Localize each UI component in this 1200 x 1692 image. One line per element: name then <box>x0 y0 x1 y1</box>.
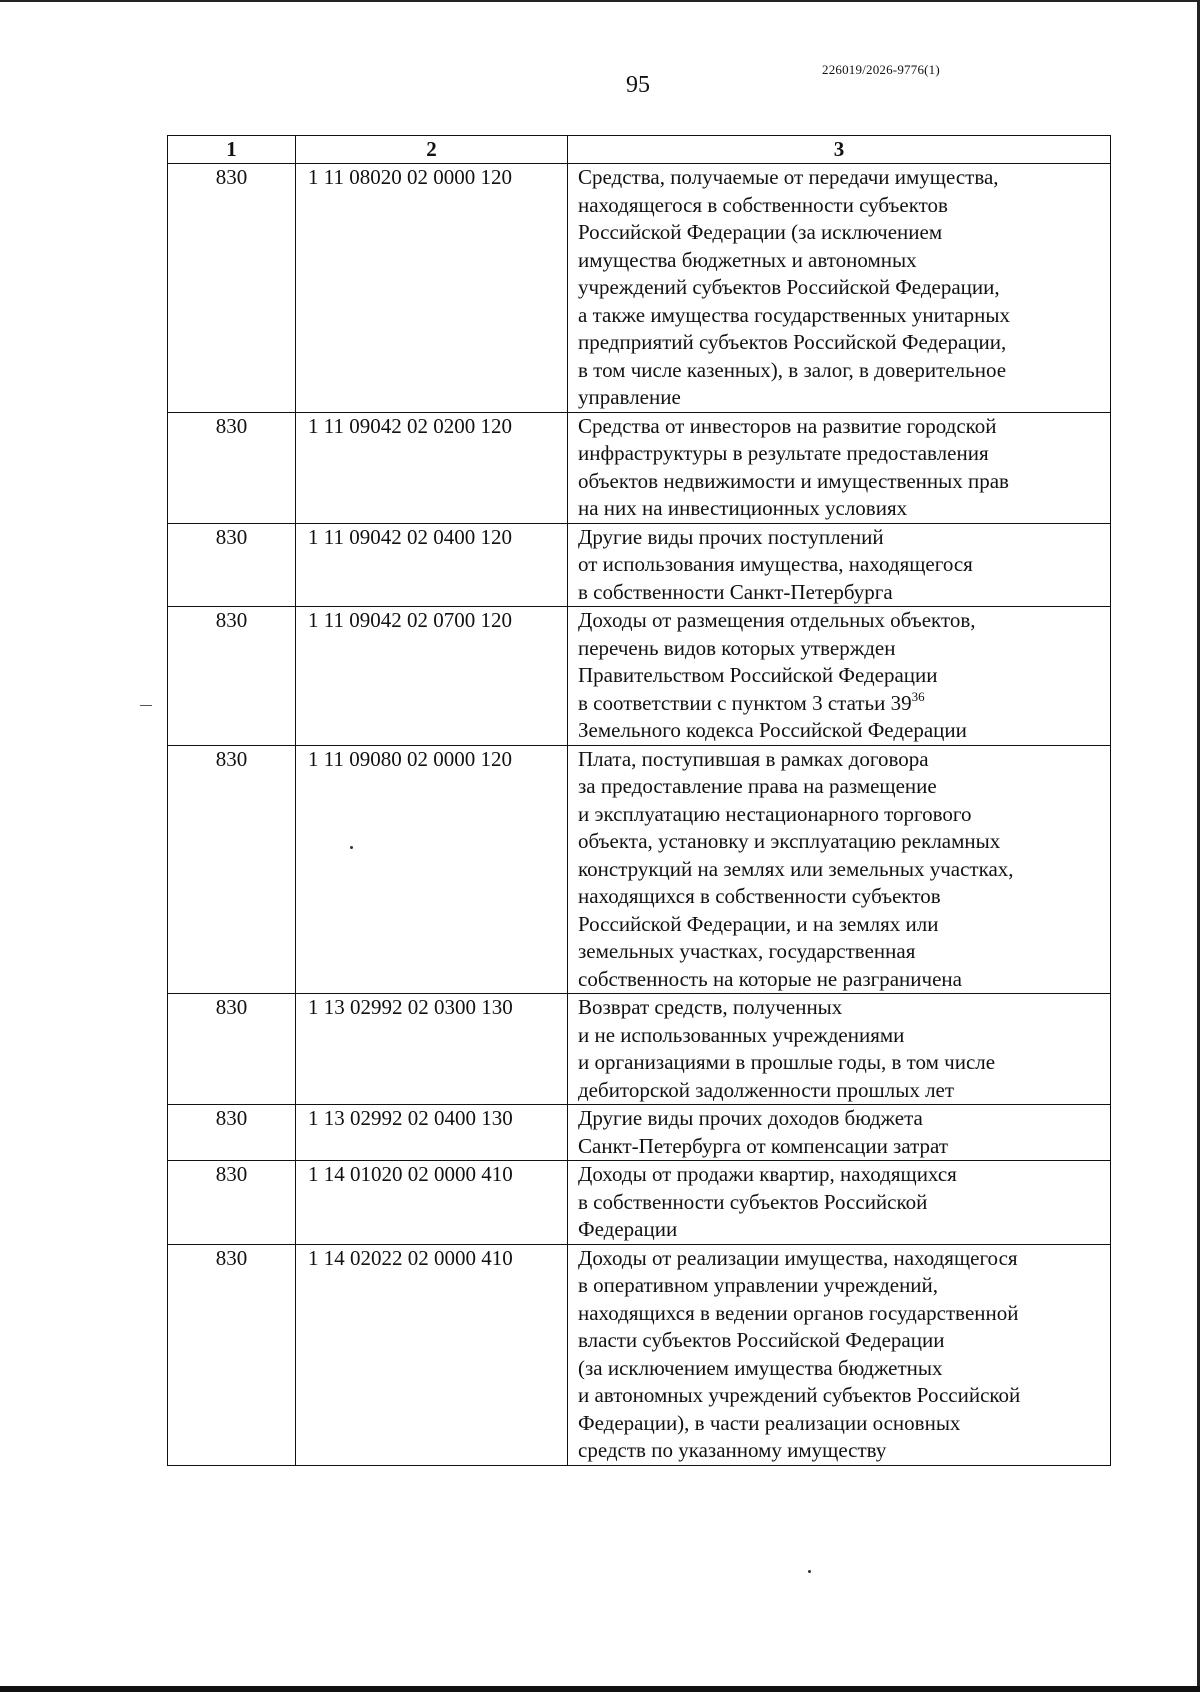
description-line <box>578 690 1104 718</box>
description-text: от использования имущества, находящегося <box>578 552 973 576</box>
description-line <box>578 717 1104 745</box>
description-line <box>578 773 1104 801</box>
description-text: и организациями в прошлые годы, в том числе <box>578 1050 996 1074</box>
description-line <box>578 1161 1104 1189</box>
description-text: Другие виды прочих доходов бюджета <box>578 1106 923 1130</box>
description-text: перечень видов которых утвержден <box>578 635 896 660</box>
description-cell <box>568 994 1111 1105</box>
scan-bottom-border <box>0 1686 1200 1692</box>
description-text: за предоставление права на размещение <box>578 774 937 798</box>
table-row <box>168 1105 1111 1161</box>
description-text: (за исключением имущества бюджетных <box>578 1355 943 1380</box>
description-line <box>578 1437 1104 1465</box>
description-line <box>578 938 1104 966</box>
description-cell <box>568 1105 1111 1161</box>
description-line <box>578 579 1104 607</box>
description-line <box>578 1300 1104 1328</box>
description-text: объектов недвижимости и имущественных прав <box>578 468 1009 493</box>
description-line <box>578 524 1104 552</box>
description-line <box>578 662 1104 690</box>
description-text: Российской Федерации, и на землях или <box>578 911 939 936</box>
description-text: власти субъектов Российской Федерации <box>578 1328 945 1352</box>
description-text: в том числе казенных), в залог, в доверительное <box>578 357 1007 382</box>
admin-code-cell: 830 <box>168 745 296 994</box>
table-row <box>168 523 1111 607</box>
column-header-2: 2 <box>296 136 568 164</box>
description-line <box>578 911 1104 939</box>
description-line <box>578 1382 1104 1410</box>
description-line <box>578 1189 1104 1217</box>
table-row <box>168 607 1111 746</box>
description-line <box>578 329 1104 357</box>
table-body <box>168 164 1111 1466</box>
description-text: дебиторской задолженности прошлых лет <box>578 1077 955 1102</box>
description-line <box>578 1077 1104 1105</box>
admin-code-cell: 830 <box>168 994 296 1105</box>
table-row <box>168 412 1111 523</box>
description-line <box>578 1216 1104 1244</box>
description-line <box>578 828 1104 856</box>
description-line <box>578 1245 1104 1273</box>
table-row <box>168 994 1111 1105</box>
description-text: Плата, поступившая в рамках договора <box>578 746 929 771</box>
description-text: Правительством Российской Федерации <box>578 663 938 687</box>
page-number: 95 <box>626 72 650 98</box>
description-line <box>578 1049 1104 1077</box>
description-line <box>578 219 1104 247</box>
budget-code-cell: 1 11 08020 02 0000 120 <box>296 164 568 413</box>
description-text: земельных участках, государственная <box>578 939 916 963</box>
description-text: в соответствии с пунктом 3 статьи 39 <box>578 690 912 715</box>
description-line <box>578 883 1104 911</box>
description-text: инфраструктуры в результате предоставления <box>578 441 989 465</box>
description-cell <box>568 412 1111 523</box>
description-line <box>578 1327 1104 1355</box>
description-line <box>578 607 1104 635</box>
description-text: находящегося в собственности субъектов <box>578 192 948 217</box>
description-text: находящихся в ведении органов государственной <box>578 1300 1019 1325</box>
description-line <box>578 994 1104 1022</box>
admin-code-cell: 830 <box>168 1244 296 1465</box>
description-text: Федерации), в части реализации основных <box>578 1410 961 1435</box>
budget-code-cell: 1 14 02022 02 0000 410 <box>296 1244 568 1465</box>
description-text: средств по указанному имуществу <box>578 1438 887 1462</box>
table-row <box>168 1161 1111 1245</box>
revenue-classification-table <box>167 135 1111 1466</box>
description-line <box>578 856 1104 884</box>
admin-code-cell: 830 <box>168 1161 296 1245</box>
description-text: Возврат средств, полученных <box>578 995 843 1019</box>
description-line <box>578 440 1104 468</box>
budget-code-cell: 1 13 02992 02 0400 130 <box>296 1105 568 1161</box>
description-text: объекта, установку и эксплуатацию рекламных <box>578 829 1001 853</box>
budget-code-cell: 1 11 09042 02 0200 120 <box>296 412 568 523</box>
description-text: в собственности субъектов Российской <box>578 1189 928 1214</box>
admin-code-cell: 830 <box>168 164 296 413</box>
table-row <box>168 745 1111 994</box>
description-text: и эксплуатацию нестационарного торгового <box>578 801 972 826</box>
admin-code-cell: 830 <box>168 523 296 607</box>
description-line <box>578 746 1104 774</box>
description-text: на них на инвестиционных условиях <box>578 496 908 520</box>
description-line <box>578 1410 1104 1438</box>
table-header-row <box>168 136 1111 164</box>
margin-mark <box>140 705 152 706</box>
budget-code-cell: 1 14 01020 02 0000 410 <box>296 1161 568 1245</box>
description-cell <box>568 1244 1111 1465</box>
budget-code-cell: 1 11 09042 02 0700 120 <box>296 607 568 746</box>
description-line <box>578 1105 1104 1133</box>
description-cell <box>568 607 1111 746</box>
description-line <box>578 495 1104 523</box>
description-line <box>578 413 1104 441</box>
description-text: конструкций на землях или земельных участках, <box>578 856 1014 881</box>
description-line <box>578 801 1104 829</box>
description-line <box>578 635 1104 663</box>
description-text: Санкт-Петербурга от компенсации затрат <box>578 1133 949 1158</box>
description-text: имущества бюджетных и автономных <box>578 247 917 272</box>
description-text: Средства, получаемые от передачи имущества, <box>578 165 999 189</box>
description-cell <box>568 164 1111 413</box>
admin-code-cell: 830 <box>168 1105 296 1161</box>
description-text: Российской Федерации (за исключением <box>578 220 943 244</box>
description-cell <box>568 523 1111 607</box>
budget-code-cell: 1 11 09042 02 0400 120 <box>296 523 568 607</box>
scan-top-border <box>0 0 1200 2</box>
description-cell <box>568 1161 1111 1245</box>
description-line <box>578 302 1104 330</box>
description-text: Доходы от реализации имущества, находящегося <box>578 1245 1018 1270</box>
description-line <box>578 357 1104 385</box>
article-superscript: 36 <box>911 688 925 704</box>
admin-code-cell: 830 <box>168 412 296 523</box>
description-text: в собственности Санкт-Петербурга <box>578 579 893 604</box>
description-text: и автономных учреждений субъектов Российской <box>578 1383 1021 1407</box>
budget-code-cell: 1 11 09080 02 0000 120 <box>296 745 568 994</box>
description-text: учреждений субъектов Российской Федерации, <box>578 275 1000 299</box>
column-header-1: 1 <box>168 136 296 164</box>
description-line <box>578 384 1104 412</box>
description-text: собственность на которые не разграничена <box>578 966 962 991</box>
description-text: находящихся в собственности субъектов <box>578 884 941 908</box>
budget-code-cell: 1 13 02992 02 0300 130 <box>296 994 568 1105</box>
description-text: и не использованных учреждениями <box>578 1022 905 1047</box>
table-row <box>168 164 1111 413</box>
description-line <box>578 1272 1104 1300</box>
description-text: а также имущества государственных унитарных <box>578 302 1010 327</box>
description-text: в оперативном управлении учреждений, <box>578 1273 939 1297</box>
description-line <box>578 164 1104 192</box>
document-id: 226019/2026-9776(1) <box>822 62 940 77</box>
description-text: Доходы от продажи квартир, находящихся <box>578 1162 957 1186</box>
description-line <box>578 192 1104 220</box>
column-header-3: 3 <box>568 136 1111 164</box>
description-text: Средства от инвесторов на развитие городской <box>578 413 997 438</box>
description-line <box>578 247 1104 275</box>
description-line <box>578 1022 1104 1050</box>
description-text: Земельного кодекса Российской Федерации <box>578 718 967 742</box>
admin-code-cell: 830 <box>168 607 296 746</box>
description-cell <box>568 745 1111 994</box>
description-line <box>578 966 1104 994</box>
description-line <box>578 1355 1104 1383</box>
description-text: Федерации <box>578 1217 678 1241</box>
description-text: предприятий субъектов Российской Федерации, <box>578 330 1007 354</box>
description-text: Доходы от размещения отдельных объектов, <box>578 608 976 632</box>
description-text: Другие виды прочих поступлений <box>578 524 884 549</box>
description-line <box>578 468 1104 496</box>
description-line <box>578 1133 1104 1161</box>
table-row <box>168 1244 1111 1465</box>
description-text: управление <box>578 385 681 409</box>
description-line <box>578 551 1104 579</box>
scan-speck <box>808 1570 811 1573</box>
description-line <box>578 274 1104 302</box>
